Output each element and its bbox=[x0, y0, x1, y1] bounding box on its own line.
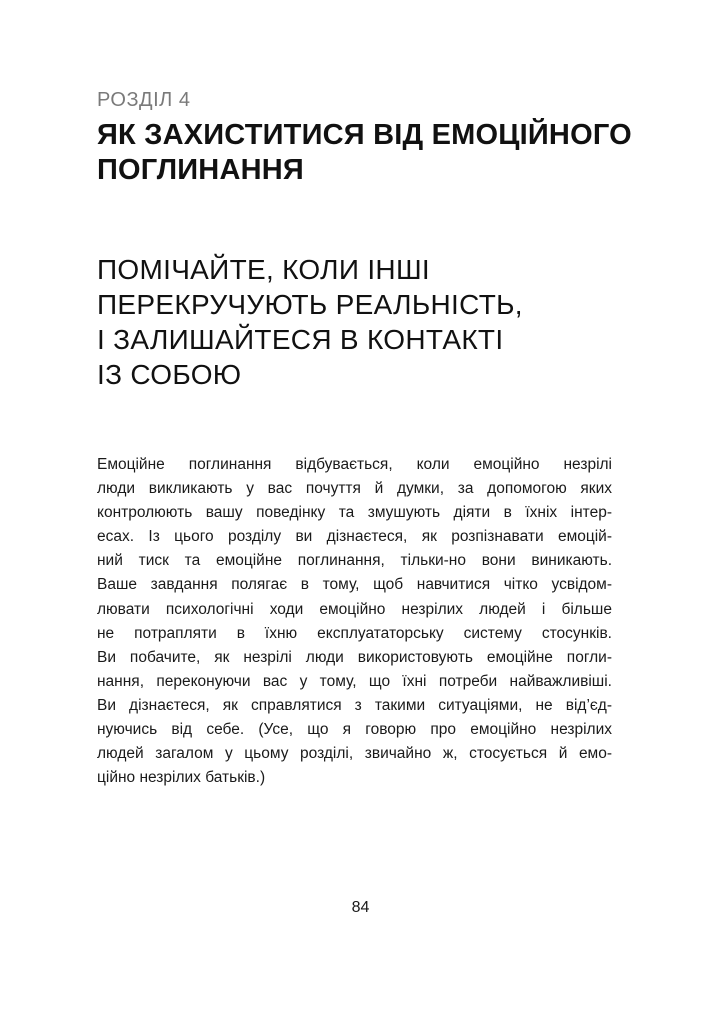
chapter-label: РОЗДІЛ 4 bbox=[97, 89, 191, 111]
chapter-title bbox=[97, 118, 637, 188]
body-line: нання, переконуючи вас у тому, що їхні потреби найважливіші. bbox=[97, 672, 612, 690]
page-number: 84 bbox=[351, 899, 370, 916]
body-line: людей загалом у цьому розділі, звичайно ж, стосується й емо- bbox=[97, 745, 612, 763]
body-line: Ви дізнаєтеся, як справлятися з такими ситуаціями, не від’єд- bbox=[97, 696, 612, 714]
body-line: Ви побачите, як незрілі люди використовують емоційне погли- bbox=[97, 648, 612, 666]
section-title bbox=[97, 252, 617, 392]
section-title-line: ПОМІЧАЙТЕ, КОЛИ ІНШІ bbox=[97, 254, 430, 285]
chapter-title-line: ПОГЛИНАННЯ bbox=[97, 154, 304, 186]
body-line: ний тиск та емоційне поглинання, тільки-но вони виникають. bbox=[97, 552, 612, 570]
body-line: не потрапляти в їхню експлуататорську систему стосунків. bbox=[97, 624, 612, 642]
body-line: люди викликають у вас почуття й думки, за допомогою яких bbox=[97, 480, 612, 498]
body-line: контролюють вашу поведінку та змушують діяти в їхніх інтер- bbox=[97, 504, 612, 522]
body-paragraph bbox=[97, 453, 612, 790]
body-line: лювати психологічні ходи емоційно незрілих людей і більше bbox=[97, 600, 612, 618]
body-line: Ваше завдання полягає в тому, щоб навчитися чітко усвідом- bbox=[97, 576, 612, 594]
section-title-line: ПЕРЕКРУЧУЮТЬ РЕАЛЬНІСТЬ, bbox=[97, 289, 523, 320]
body-line: нуючись від себе. (Усе, що я говорю про емоційно незрілих bbox=[97, 721, 612, 739]
section-title-line: ІЗ СОБОЮ bbox=[97, 359, 242, 390]
body-line: Емоційне поглинання відбувається, коли емоційно незрілі bbox=[97, 456, 612, 473]
body-line: ційно незрілих батьків.) bbox=[97, 769, 266, 787]
section-title-line: І ЗАЛИШАЙТЕСЯ В КОНТАКТІ bbox=[97, 324, 504, 355]
body-line: есах. Із цього розділу ви дізнаєтеся, як розпізнавати емоцій- bbox=[97, 528, 612, 546]
chapter-title-line: ЯК ЗАХИСТИТИСЯ ВІД ЕМОЦІЙНОГО bbox=[97, 119, 632, 151]
